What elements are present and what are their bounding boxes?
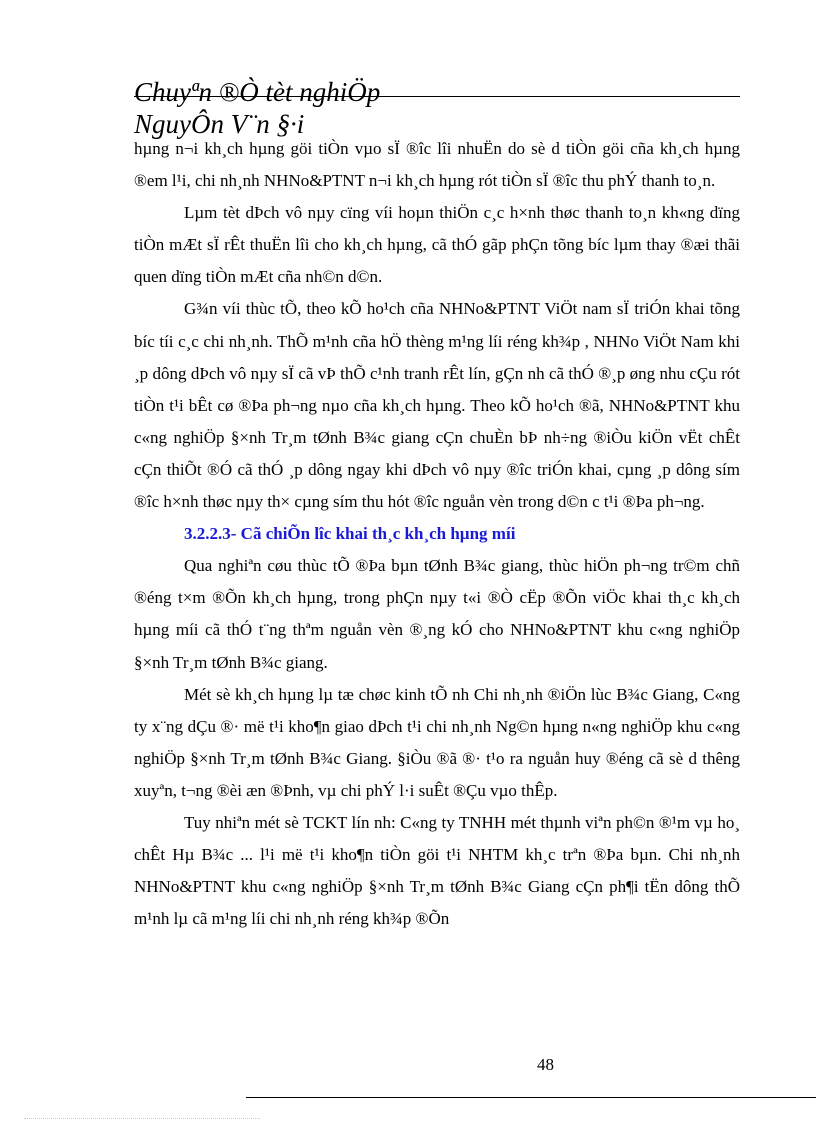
- footer-rule: [246, 1097, 816, 1098]
- paragraph: hµng n¬i kh¸ch hµng göi tiÒn vµo sÏ ®îc lîi nhuËn do sè d tiÒn göi cña kh¸ch hµng ®em l¹i, chi nh¸nh NHNo&PTNT n¬i kh¸ch hµng rót tiÒn sÏ ®îc thu phÝ thanh to¸n.: [134, 139, 740, 191]
- paragraph: G¾n víi thùc tÕ, theo kÕ ho¹ch cña NHNo&PTNT ViÖt nam sÏ triÓn khai tõng bíc tíi c¸c chi nh¸nh. ThÕ m¹nh cña hÖ thèng m¹ng líi réng kh¾p , NHNo ViÖt Nam khi ¸p dông dÞch vô nµy sÏ cã vÞ thÕ c¹nh tranh rÊt lín, gÇn nh cã thÓ ®¸p øng nhu cÇu rót tiÒn t¹i bÊt cø ®Þa ph¬ng nµo cña kh¸ch hµng. Theo kÕ ho¹ch ®ã, NHNo&PTNT khu c«ng nghiÖp §×nh Tr¸m tØnh B¾c giang cÇn chuÈn bÞ nh÷ng ®iÒu kiÖn vËt chÊt cÇn thiÕt ®Ó cã thÓ ¸p dông ngay khi dÞch vô nµy ®îc triÓn khai, cµng ¸p dông sím ®îc h×nh thøc nµy th× cµng sím thu hót ®îc nguån vèn trong d©n c t¹i ®Þa ph¬ng.: [134, 299, 740, 512]
- header-author: NguyÔn V¨n §·i: [134, 109, 305, 139]
- paragraph: Mét sè kh¸ch hµng lµ tæ chøc kinh tÕ nh Chi nh¸nh ®iÖn lùc B¾c Giang, C«ng ty x¨ng dÇu ®· më t¹i kho¶n giao dÞch t¹i chi nh¸nh Ng©n hµng n«ng nghiÖp khu c«ng nghiÖp §×nh Tr¸m tØnh B¾c Giang. §iÒu ®ã ®· t¹o ra nguån huy ®éng cã sè d thêng xuyªn, t¬ng ®èi æn ®Þnh, vµ chi phÝ l·i suÊt ®Çu vµo thÊp.: [134, 684, 740, 800]
- paragraph: Lµm tèt dÞch vô nµy cïng víi hoµn thiÖn c¸c h×nh thøc thanh to¸n kh«ng dïng tiÒn mÆt sÏ rÊt thuËn lîi cho kh¸ch hµng, cã thÓ gãp phÇn tõng bíc lµm thay ®æi thãi quen dïng tiÒn mÆt cña nh©n d©n.: [134, 203, 740, 287]
- paragraph: Qua nghiªn cøu thùc tÕ ®Þa bµn tØnh B¾c giang, thùc hiÖn ph¬ng tr©m chñ ®éng t×m ®Õn kh¸ch hµng, trong phÇn nµy t«i ®Ò cËp ®Õn viÖc khai th¸c kh¸ch hµng míi cã thÓ t¨ng thªm nguån vèn ®¸ng kÓ cho NHNo&PTNT khu c«ng nghiÖp §×nh Tr¸m tØnh B¾c giang.: [134, 556, 740, 672]
- page-number: 48: [537, 1055, 554, 1074]
- header-rule: [134, 96, 740, 97]
- footer-dotted-line: [24, 1118, 260, 1119]
- section-heading: 3.2.2.3- Cã chiÕn lîc khai th¸c kh¸ch hµng míi: [184, 524, 516, 544]
- header-title: Chuyªn ®Ò tèt nghiÖp: [134, 77, 381, 107]
- paragraph: Tuy nhiªn mét sè TCKT lín nh: C«ng ty TNHH mét thµnh viªn ph©n ®¹m vµ ho¸ chÊt Hµ B¾c ... l¹i më t¹i kho¶n tiÒn göi t¹i NHTM kh¸c trªn ®Þa bµn. Chi nh¸nh NHNo&PTNT khu c«ng nghiÖp §×nh Tr¸m tØnh B¾c Giang cÇn ph¶i tËn dông thÕ m¹nh lµ cã m¹ng líi chi nh¸nh réng kh¾p ®Õn: [134, 812, 740, 929]
- document-body: [134, 133, 740, 935]
